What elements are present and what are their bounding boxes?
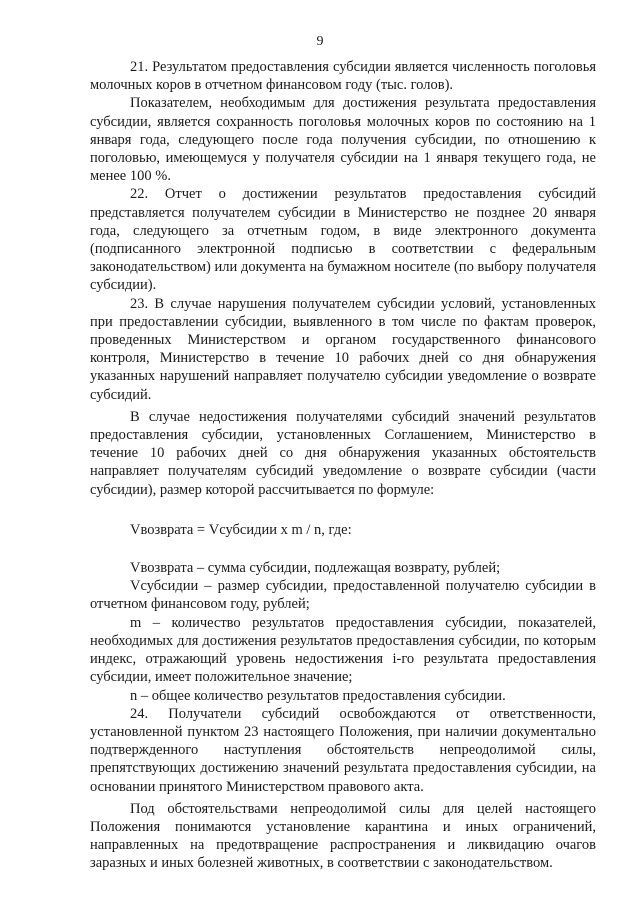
definition-v-return: Vвозврата – сумма субсидии, подлежащая возврату, рублей; <box>130 560 501 577</box>
document-body <box>90 58 596 873</box>
paragraph-force-majeure: Под обстоятельствами непреодолимой силы для целей настоящего Положения понимаются установление карантина и иных ограничений, направленных на предотвращение распространения и ликвидацию очагов заразных и иных болезней животных, в соответствии с законодательством. <box>90 800 596 872</box>
paragraph-nonachievement: В случае недостижения получателями субсидий значений результатов предоставления субсидии, установленных Соглашением, Министерство в течение 10 рабочих дней со дня обнаружения указанных обстоятельств направляет получателям субсидий уведомление о возврате субсидии (части субсидии), размер которой рассчитывается по формуле: <box>90 408 596 498</box>
page-number: 9 <box>316 34 324 49</box>
paragraph-24: 24. Получатели субсидий освобождаются от ответственности, установленной пунктом 23 настоящего Положения, при наличии документально подтвержденного наступления обстоятельств непреодолимой силы, препятствующих достижению значений результата предоставления субсидии, на основании принятого Министерством правового акта. <box>90 705 596 795</box>
paragraph-indicator: Показателем, необходимым для достижения результата предоставления субсидии, является сохранность поголовья молочных коров по состоянию на 1 января года, следующего после года получения субсидии, по отношению к поголовью, имеющемуся у получателя субсидии на 1 января текущего года, не менее 100 %. <box>90 95 596 185</box>
definition-v-subsidy: Vсубсидии – размер субсидии, предоставленной получателю субсидии в отчетном финансовом году, рублей; <box>90 578 596 613</box>
paragraph-21: 21. Результатом предоставления субсидии является численность поголовья молочных коров в отчетном финансовом году (тыс. голов). <box>90 59 596 94</box>
paragraph-22: 22. Отчет о достижении результатов предоставления субсидий представляется получателем субсидии в Министерство не позднее 20 января года, следующего за отчетным годом, в виде электронного документа (подписанного электронной подписью в соответствии с федеральным законодательством) или документа на бумажном носителе (по выбору получателя субсидии). <box>90 186 596 294</box>
paragraph-23: 23. В случае нарушения получателем субсидии условий, установленных при предоставлении субсидии, выявленного в том числе по фактам проверок, проведенных Министерством и органом государственного финансового контроля, Министерство в течение 10 рабочих дней со дня обнаружения указанных нарушений направляет получателю субсидии уведомление о возврате субсидий. <box>90 295 596 403</box>
definition-m: m – количество результатов предоставления субсидии, показателей, необходимых для достижения результатов предоставления субсидии, по которым индекс, отражающий уровень недостижения i-го результата предоставления субсидии, имеет положительное значение; <box>90 614 596 686</box>
formula: Vвозврата = Vсубсидии x m / n, где: <box>130 521 352 538</box>
definition-n: n – общее количество результатов предоставления субсидии. <box>130 687 506 704</box>
